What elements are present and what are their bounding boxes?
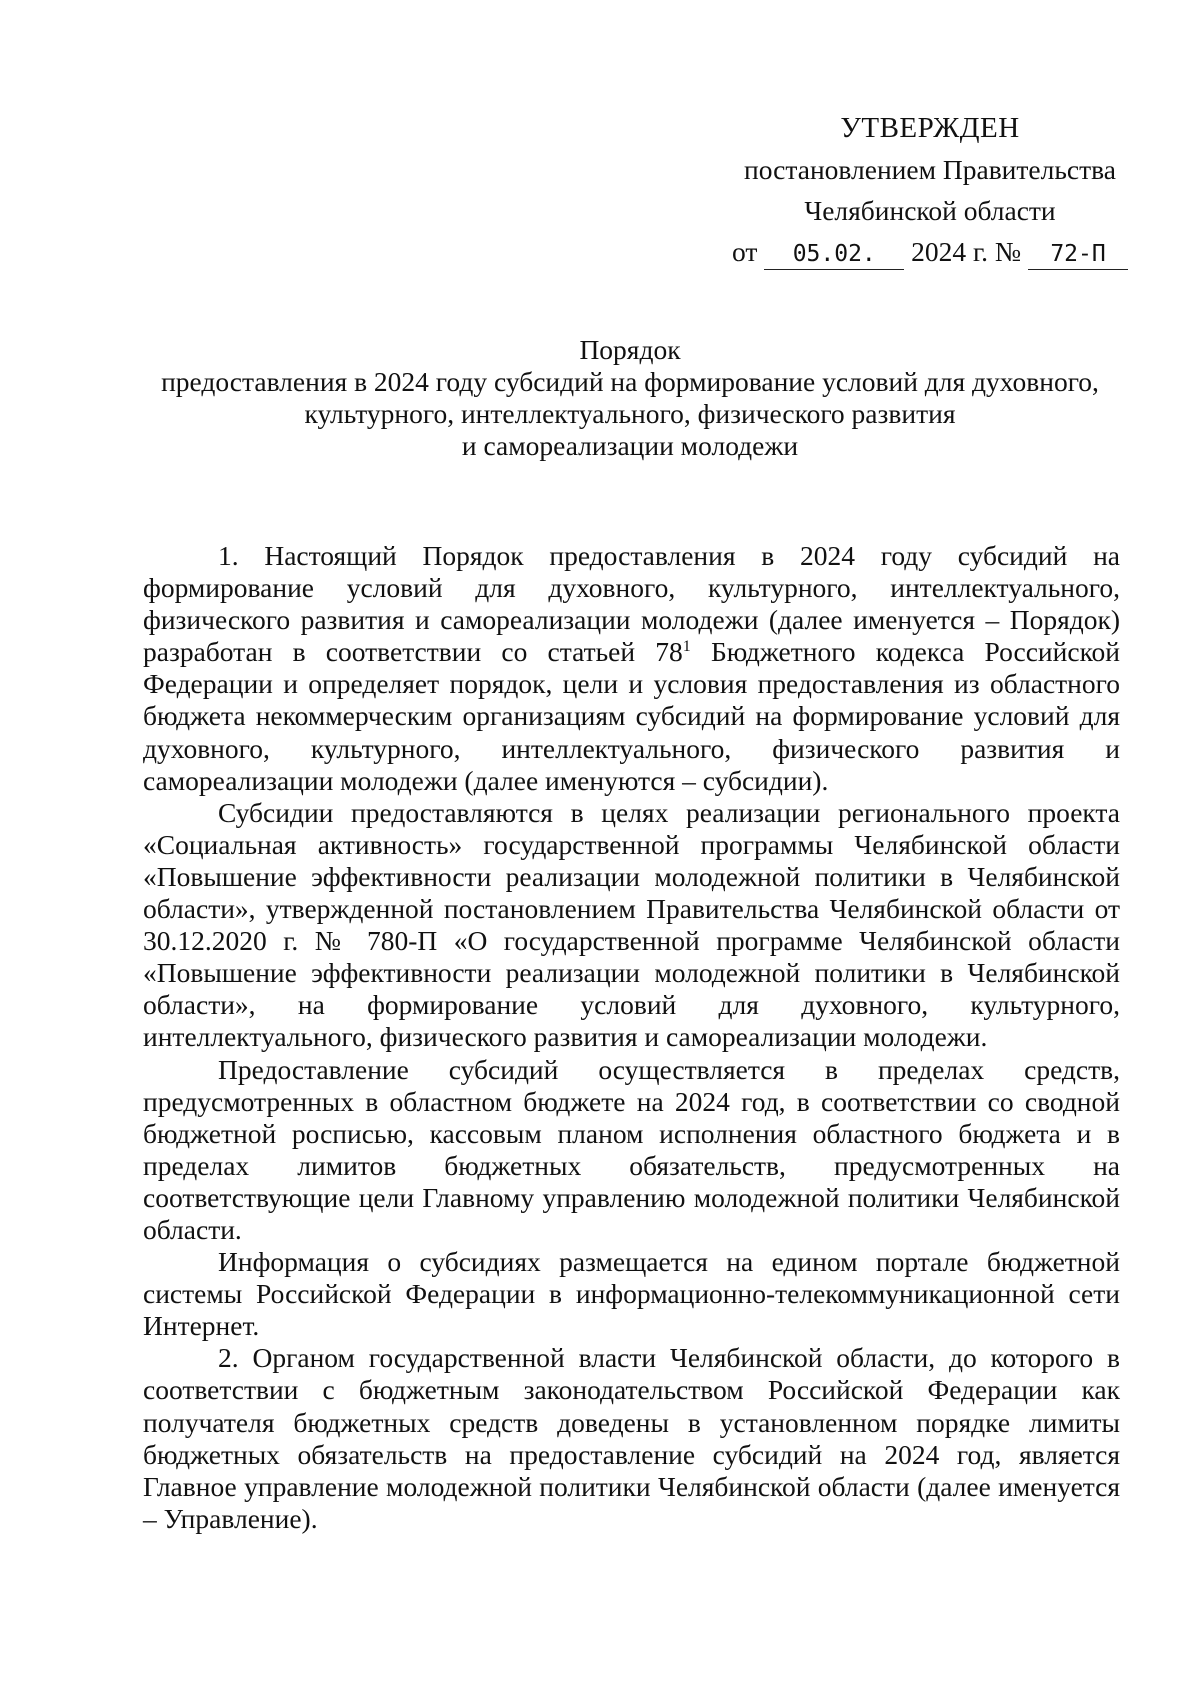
approval-line-2: Челябинской области (804, 195, 1056, 226)
approval-stamp (700, 108, 1160, 272)
date-prefix: от (731, 236, 758, 267)
title-line: и самореализации молодежи (461, 430, 799, 461)
year-and-number-label: 2024 г. № (911, 236, 1022, 267)
paragraph-3: Предоставление субсидий осуществляется в пределах средств, предусмотренных в областном бюджете на 2024 год, в соответствии со сводной бюджетной росписью, кассовым планом исполнения областного бюджета и в пределах лимитов бюджетных обязательств, предусмотренных на соответствующие цели Главному управлению молодежной политики Челябинской области. (143, 1053, 1120, 1245)
document-title (140, 334, 1120, 462)
paragraph-2: Субсидии предоставляются в целях реализации регионального проекта «Социальная активность» государственной программы Челябинской области «Повышение эффективности реализации молодежной политики в Челябинской области», утвержденной постановлением Правительства Челябинской области от 30.12.2020 г. № 780-П «О государственной программе Челябинской области «Повышение эффективности реализации молодежной политики в Челябинской области», на формирование условий для духовного, культурного, интеллектуального, физического развития и самореализации молодежи. (143, 796, 1120, 1053)
paragraph-1-start: 1. Настоящий Порядок предоставления в 2024 году субсидий на формирование условий для духовного, культурного, интеллектуального, физического развития и самореализации молодежи (далее именуется – Порядок) разработан в соответствии со статьей 78 (143, 540, 1120, 668)
paragraph-1-end: Бюджетного кодекса Российской Федерации и определяет порядок, цели и условия предоставления из областного бюджета некоммерческим организациям субсидий на формирование условий для духовного, культурного, интеллектуального, физического развития и самореализации молодежи (далее именуются – субсидии). (143, 636, 1120, 796)
article-superscript: 1 (682, 638, 691, 656)
approval-date-line (700, 231, 1160, 272)
paragraph-4: Информация о субсидиях размещается на едином портале бюджетной системы Российской Федерации в информационно-телекоммуникационной сети Интернет. (143, 1246, 1120, 1342)
paragraph-5: 2. Органом государственной власти Челябинской области, до которого в соответствии с бюджетным законодательством Российской Федерации как получателя бюджетных средств доведены в установленном порядке лимиты бюджетных обязательств на предоставление субсидий на 2024 год, является Главное управление молодежной политики Челябинской области (далее именуется – Управление). (143, 1342, 1120, 1534)
handwritten-number: 72-П (1028, 239, 1128, 270)
approval-heading: УТВЕРЖДЕН (840, 112, 1020, 144)
paragraph-1 (143, 540, 1120, 797)
title-line: культурного, интеллектуального, физического развития (304, 398, 956, 429)
handwritten-date: 05.02. (764, 239, 904, 270)
title-line: предоставления в 2024 году субсидий на формирование условий для духовного, (161, 366, 1099, 397)
approval-line-1: постановлением Правительства (744, 154, 1116, 185)
title-heading: Порядок (579, 334, 681, 365)
document-body (143, 540, 1120, 1535)
